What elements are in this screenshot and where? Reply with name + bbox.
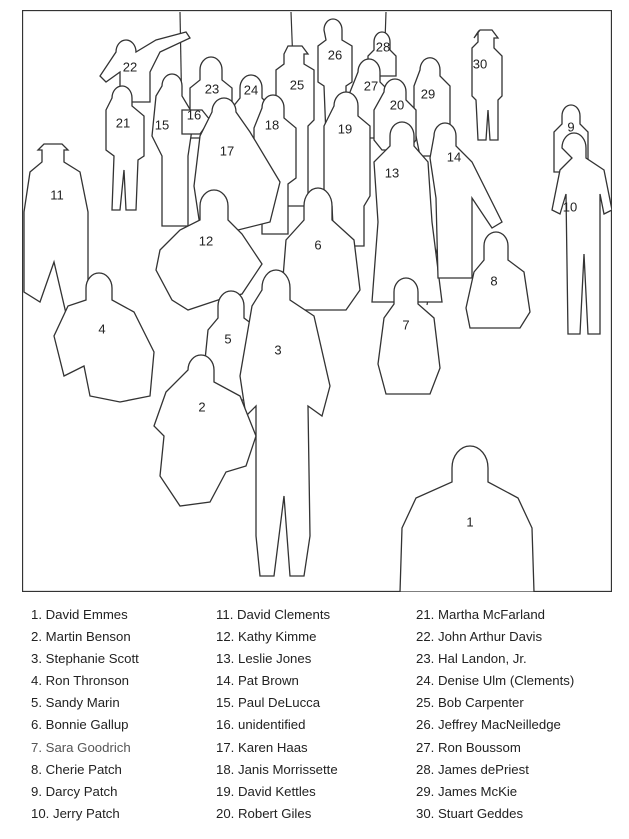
legend-entry: 17. Karen Haas xyxy=(216,739,308,755)
legend-entry: 27. Ron Boussom xyxy=(416,739,521,755)
silhouette-number-20: 20 xyxy=(389,97,405,113)
silhouette-number-27: 27 xyxy=(363,78,379,94)
legend-entry: 16. unidentified xyxy=(216,717,306,733)
legend-entry: 22. John Arthur Davis xyxy=(416,629,543,645)
silhouette-number-25: 25 xyxy=(289,77,305,93)
silhouette-number-29: 29 xyxy=(420,86,436,102)
silhouette-number-17: 17 xyxy=(219,143,235,159)
silhouette-number-3: 3 xyxy=(274,342,282,358)
legend-column-2 xyxy=(216,604,338,825)
silhouette-canvas xyxy=(22,10,612,592)
silhouette-number-23: 23 xyxy=(204,81,220,97)
legend-entry: 15. Paul DeLucca xyxy=(216,695,321,711)
legend-entry: 5. Sandy Marin xyxy=(31,695,120,711)
silhouette-number-15: 15 xyxy=(154,117,170,133)
legend-column-3 xyxy=(416,604,574,825)
silhouette-number-28: 28 xyxy=(375,39,391,55)
silhouette-number-6: 6 xyxy=(314,237,322,253)
legend-entry: 30. Stuart Geddes xyxy=(416,805,524,821)
legend-entry: 25. Bob Carpenter xyxy=(416,695,524,711)
silhouette-number-7: 7 xyxy=(402,317,410,333)
silhouette-number-26: 26 xyxy=(327,47,343,63)
legend-entry: 4. Ron Thronson xyxy=(31,673,129,689)
legend-entry: 21. Martha McFarland xyxy=(416,607,545,622)
legend-entry: 6. Bonnie Gallup xyxy=(31,717,129,733)
silhouette-number-5: 5 xyxy=(224,331,232,347)
legend-entry: 10. Jerry Patch xyxy=(31,805,120,821)
silhouette-number-2: 2 xyxy=(198,399,206,415)
silhouette-number-19: 19 xyxy=(337,121,353,137)
legend-entry: 14. Pat Brown xyxy=(216,673,299,689)
legend-entry: 24. Denise Ulm (Clements) xyxy=(416,673,575,689)
silhouette-number-1: 1 xyxy=(466,514,474,530)
legend-entry: 29. James McKie xyxy=(416,783,518,799)
legend-entry: 12. Kathy Kimme xyxy=(216,629,317,645)
silhouette-number-14: 14 xyxy=(446,149,462,165)
silhouette-number-22: 22 xyxy=(122,59,138,75)
silhouette-number-18: 18 xyxy=(264,117,280,133)
legend-entry: 26. Jeffrey MacNeilledge xyxy=(416,717,561,733)
legend-entry: 13. Leslie Jones xyxy=(216,651,312,667)
legend-entry: 18. Janis Morrissette xyxy=(216,761,338,777)
legend-entry: 2. Martin Benson xyxy=(31,629,131,645)
legend-entry: 23. Hal Landon, Jr. xyxy=(416,651,527,667)
legend-entry: 20. Robert Giles xyxy=(216,805,312,821)
silhouette-number-10: 10 xyxy=(562,199,578,215)
silhouette-number-11: 11 xyxy=(50,187,64,203)
silhouette-number-4: 4 xyxy=(98,321,106,337)
silhouette-number-16: 16 xyxy=(186,107,202,123)
silhouette-number-13: 13 xyxy=(384,165,400,181)
silhouette-number-9: 9 xyxy=(567,119,575,135)
silhouette-number-8: 8 xyxy=(490,273,498,289)
legend-entry: 19. David Kettles xyxy=(216,783,316,799)
silhouette-number-12: 12 xyxy=(198,233,214,249)
legend-entry: 8. Cherie Patch xyxy=(31,761,122,777)
legend-entry: 1. David Emmes xyxy=(31,607,128,622)
silhouette-key-diagram xyxy=(22,10,612,592)
silhouette-number-24: 24 xyxy=(243,82,259,98)
legend-column-1 xyxy=(31,604,139,825)
legend-entry: 9. Darcy Patch xyxy=(31,783,118,799)
legend-entry: 7. Sara Goodrich xyxy=(31,739,131,755)
silhouette-number-21: 21 xyxy=(115,115,131,131)
legend-entry: 11. David Clements xyxy=(216,607,331,622)
legend-entry: 3. Stephanie Scott xyxy=(31,651,139,667)
silhouette-number-30: 30 xyxy=(472,56,488,72)
legend-entry: 28. James dePriest xyxy=(416,761,529,777)
